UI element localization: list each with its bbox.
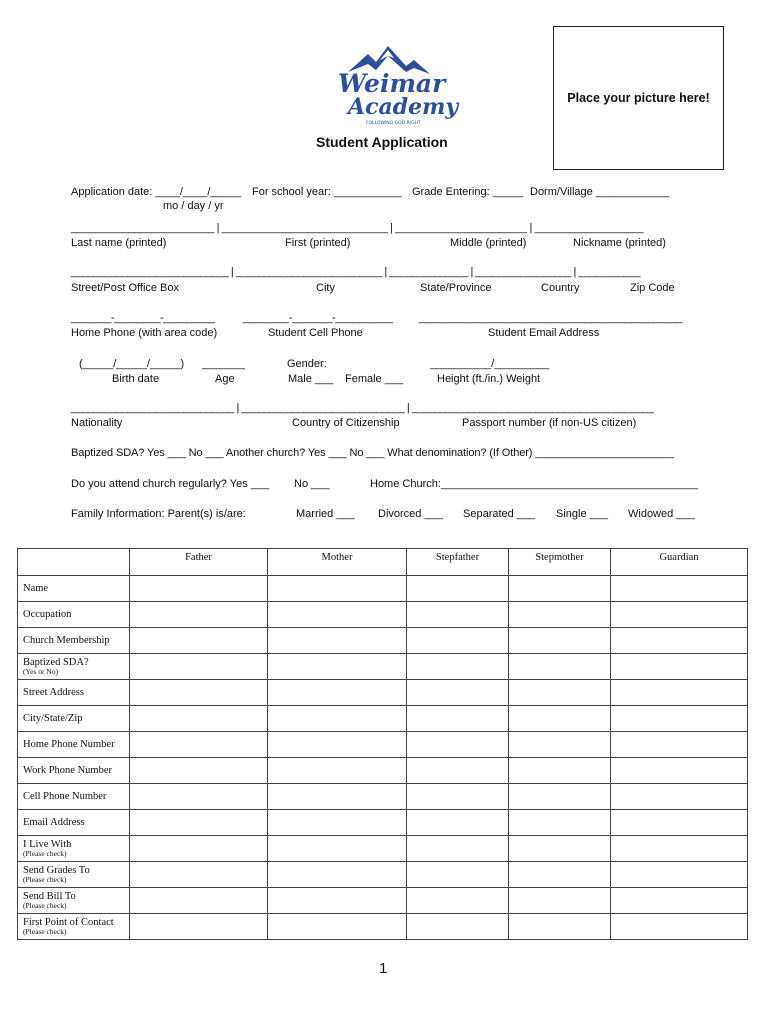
entry-cell[interactable] xyxy=(407,784,509,810)
citizenship-line[interactable]: _____________________________ | _____________________________ | ___________________________________________ xyxy=(71,402,654,414)
row-label: I Live With xyxy=(23,839,72,850)
street-label: Street/Post Office Box xyxy=(71,282,180,294)
row-label: Cell Phone Number xyxy=(23,791,107,802)
nationality-label: Nationality xyxy=(71,417,123,429)
entry-cell[interactable] xyxy=(407,680,509,706)
attend-church-question[interactable]: Do you attend church regularly? Yes ___ xyxy=(71,478,270,490)
entry-cell[interactable] xyxy=(611,680,748,706)
family-table xyxy=(17,548,748,940)
entry-cell[interactable] xyxy=(509,758,611,784)
entry-cell[interactable] xyxy=(611,602,748,628)
email-line[interactable]: ______________________________________________ xyxy=(419,312,683,324)
entry-cell[interactable] xyxy=(130,914,268,940)
entry-cell[interactable] xyxy=(509,576,611,602)
entry-cell[interactable] xyxy=(611,862,748,888)
entry-cell[interactable] xyxy=(130,576,268,602)
row-label-cell xyxy=(18,784,130,810)
table-row xyxy=(18,810,748,836)
row-note: (Please check) xyxy=(23,875,67,884)
table-row xyxy=(18,576,748,602)
entry-cell[interactable] xyxy=(611,628,748,654)
entry-cell[interactable] xyxy=(130,732,268,758)
row-label-cell xyxy=(18,576,130,602)
email-label: Student Email Address xyxy=(488,327,600,339)
row-label-cell xyxy=(18,810,130,836)
entry-cell[interactable] xyxy=(268,758,407,784)
entry-cell[interactable] xyxy=(407,758,509,784)
table-row xyxy=(18,862,748,888)
single-option[interactable]: Single ___ xyxy=(556,508,608,520)
first-name-label: First (printed) xyxy=(285,237,351,249)
entry-cell[interactable] xyxy=(130,758,268,784)
row-label-cell xyxy=(18,602,130,628)
height-weight-line[interactable]: __________/_________ xyxy=(430,358,550,370)
entry-cell[interactable] xyxy=(268,706,407,732)
entry-cell[interactable] xyxy=(130,862,268,888)
row-label: Send Grades To xyxy=(23,865,90,876)
grade-entering-field[interactable]: Grade Entering: _____ xyxy=(412,186,524,198)
table-corner-cell xyxy=(18,549,130,576)
row-label: Home Phone Number xyxy=(23,739,115,750)
row-label-cell xyxy=(18,914,130,940)
family-info-label: Family Information: Parent(s) is/are: xyxy=(71,508,246,520)
entry-cell[interactable] xyxy=(268,602,407,628)
photo-box-label: Place your picture here! xyxy=(567,91,710,105)
page-title: Student Application xyxy=(316,134,448,150)
column-header: Father xyxy=(130,549,268,576)
entry-cell[interactable] xyxy=(407,628,509,654)
entry-cell[interactable] xyxy=(611,654,748,680)
table-row xyxy=(18,680,748,706)
row-label: Baptized SDA? xyxy=(23,657,89,668)
entry-cell[interactable] xyxy=(509,914,611,940)
entry-cell[interactable] xyxy=(268,836,407,862)
row-note: (Please check) xyxy=(23,849,67,858)
row-label-cell xyxy=(18,680,130,706)
entry-cell[interactable] xyxy=(130,602,268,628)
entry-cell[interactable] xyxy=(268,914,407,940)
entry-cell[interactable] xyxy=(268,862,407,888)
cell-phone-line[interactable]: ________-_______-__________ xyxy=(243,312,393,324)
page-number: 1 xyxy=(379,960,388,977)
column-header: Guardian xyxy=(611,549,748,576)
column-header: Mother xyxy=(268,549,407,576)
row-label: Street Address xyxy=(23,687,84,698)
row-label: Send Bill To xyxy=(23,891,76,902)
entry-cell[interactable] xyxy=(407,602,509,628)
entry-cell[interactable] xyxy=(611,758,748,784)
age-line[interactable]: _______ xyxy=(202,358,245,370)
logo-line2: Academy xyxy=(348,94,459,120)
entry-cell[interactable] xyxy=(407,888,509,914)
entry-cell[interactable] xyxy=(611,914,748,940)
city-label: City xyxy=(316,282,335,294)
table-row xyxy=(18,836,748,862)
entry-cell[interactable] xyxy=(268,680,407,706)
table-row xyxy=(18,602,748,628)
baptized-question[interactable]: Baptized SDA? Yes ___ No ___ Another church? Yes ___ No ___ What denomination? (If Other) _______________________ xyxy=(71,447,674,459)
row-label: Work Phone Number xyxy=(23,765,112,776)
separated-option[interactable]: Separated ___ xyxy=(463,508,536,520)
divorced-option[interactable]: Divorced ___ xyxy=(378,508,443,520)
entry-cell[interactable] xyxy=(509,784,611,810)
table-header-row xyxy=(18,549,748,576)
entry-cell[interactable] xyxy=(407,914,509,940)
row-label: Email Address xyxy=(23,817,85,828)
entry-cell[interactable] xyxy=(509,836,611,862)
school-year-field[interactable]: For school year: ___________ xyxy=(252,186,402,198)
entry-cell[interactable] xyxy=(268,732,407,758)
row-label-cell xyxy=(18,732,130,758)
application-date-field[interactable]: Application date: ____/____/_____ xyxy=(71,186,242,198)
row-label: Occupation xyxy=(23,609,72,620)
entry-cell[interactable] xyxy=(509,602,611,628)
row-label-cell xyxy=(18,836,130,862)
row-label: Church Membership xyxy=(23,635,110,646)
table-row xyxy=(18,654,748,680)
entry-cell[interactable] xyxy=(611,732,748,758)
entry-cell[interactable] xyxy=(130,888,268,914)
middle-name-label: Middle (printed) xyxy=(450,237,527,249)
height-weight-label: Height (ft./in.) Weight xyxy=(437,373,541,385)
entry-cell[interactable] xyxy=(611,576,748,602)
entry-cell[interactable] xyxy=(407,810,509,836)
country-label: Country xyxy=(541,282,580,294)
entry-cell[interactable] xyxy=(268,628,407,654)
home-phone-label: Home Phone (with area code) xyxy=(71,327,218,339)
last-name-label: Last name (printed) xyxy=(71,237,167,249)
row-label-cell xyxy=(18,758,130,784)
row-label: City/State/Zip xyxy=(23,713,83,724)
passport-label: Passport number (if non-US citizen) xyxy=(462,417,637,429)
entry-cell[interactable] xyxy=(509,628,611,654)
school-logo xyxy=(330,40,459,128)
entry-cell[interactable] xyxy=(268,784,407,810)
row-label: Name xyxy=(23,583,49,594)
logo-line1: Weimar xyxy=(338,69,446,98)
gender-label: Gender: xyxy=(287,358,327,370)
entry-cell[interactable] xyxy=(611,784,748,810)
table-row xyxy=(18,888,748,914)
entry-cell[interactable] xyxy=(509,888,611,914)
home-church-field[interactable]: Home Church:__________________________________________ xyxy=(370,478,698,490)
zip-label: Zip Code xyxy=(630,282,675,294)
entry-cell[interactable] xyxy=(130,628,268,654)
entry-cell[interactable] xyxy=(407,706,509,732)
male-option[interactable]: Male ___ xyxy=(288,373,334,385)
birth-date-label: Birth date xyxy=(112,373,160,385)
entry-cell[interactable] xyxy=(268,810,407,836)
table-row xyxy=(18,758,748,784)
row-label-cell xyxy=(18,706,130,732)
entry-cell[interactable] xyxy=(509,706,611,732)
entry-cell[interactable] xyxy=(268,576,407,602)
dorm-village-field[interactable]: Dorm/Village ____________ xyxy=(530,186,670,198)
entry-cell[interactable] xyxy=(509,680,611,706)
birth-date-line[interactable]: (_____/_____/_____) xyxy=(79,358,185,370)
row-label: First Point of Contact xyxy=(23,917,114,928)
home-phone-line[interactable]: _______-________-_________ xyxy=(71,312,215,324)
entry-cell[interactable] xyxy=(509,862,611,888)
table-row xyxy=(18,732,748,758)
table-row xyxy=(18,914,748,940)
widowed-option[interactable]: Widowed ___ xyxy=(628,508,695,520)
photo-box[interactable] xyxy=(553,26,724,170)
entry-cell[interactable] xyxy=(130,680,268,706)
female-option[interactable]: Female ___ xyxy=(345,373,404,385)
table-row xyxy=(18,784,748,810)
entry-cell[interactable] xyxy=(407,576,509,602)
entry-cell[interactable] xyxy=(130,810,268,836)
table-row xyxy=(18,706,748,732)
entry-cell[interactable] xyxy=(611,888,748,914)
nickname-label: Nickname (printed) xyxy=(573,237,666,249)
entry-cell[interactable] xyxy=(407,862,509,888)
entry-cell[interactable] xyxy=(509,810,611,836)
row-label-cell xyxy=(18,654,130,680)
entry-cell[interactable] xyxy=(407,732,509,758)
cell-phone-label: Student Cell Phone xyxy=(268,327,363,339)
row-note: (Please check) xyxy=(23,901,67,910)
entry-cell[interactable] xyxy=(611,706,748,732)
entry-cell[interactable] xyxy=(509,654,611,680)
age-label: Age xyxy=(215,373,235,385)
row-note: (Yes or No) xyxy=(23,667,59,676)
entry-cell[interactable] xyxy=(407,836,509,862)
entry-cell[interactable] xyxy=(130,836,268,862)
row-label-cell xyxy=(18,888,130,914)
entry-cell[interactable] xyxy=(268,654,407,680)
attend-church-no[interactable]: No ___ xyxy=(294,478,330,490)
entry-cell[interactable] xyxy=(509,732,611,758)
row-note: (Please check) xyxy=(23,927,67,936)
row-label-cell xyxy=(18,862,130,888)
name-line[interactable]: _________________________ | _____________________________ | _______________________ | ___________________ xyxy=(71,222,644,234)
application-date-hint: mo / day / yr xyxy=(163,200,224,212)
column-header: Stepfather xyxy=(407,549,509,576)
entry-cell[interactable] xyxy=(130,706,268,732)
address-line[interactable]: ____________________________ | __________________________ | ______________ | _________________ | ___________ xyxy=(71,266,641,278)
entry-cell[interactable] xyxy=(407,654,509,680)
entry-cell[interactable] xyxy=(268,888,407,914)
row-label-cell xyxy=(18,628,130,654)
logo-tagline: FOLLOWING GOD RIGHT xyxy=(366,121,421,126)
column-header: Stepmother xyxy=(509,549,611,576)
married-option[interactable]: Married ___ xyxy=(296,508,355,520)
entry-cell[interactable] xyxy=(611,836,748,862)
state-label: State/Province xyxy=(420,282,492,294)
entry-cell[interactable] xyxy=(130,654,268,680)
table-row xyxy=(18,628,748,654)
citizenship-label: Country of Citizenship xyxy=(292,417,400,429)
mountain-logo-icon xyxy=(330,40,459,128)
entry-cell[interactable] xyxy=(130,784,268,810)
entry-cell[interactable] xyxy=(611,810,748,836)
